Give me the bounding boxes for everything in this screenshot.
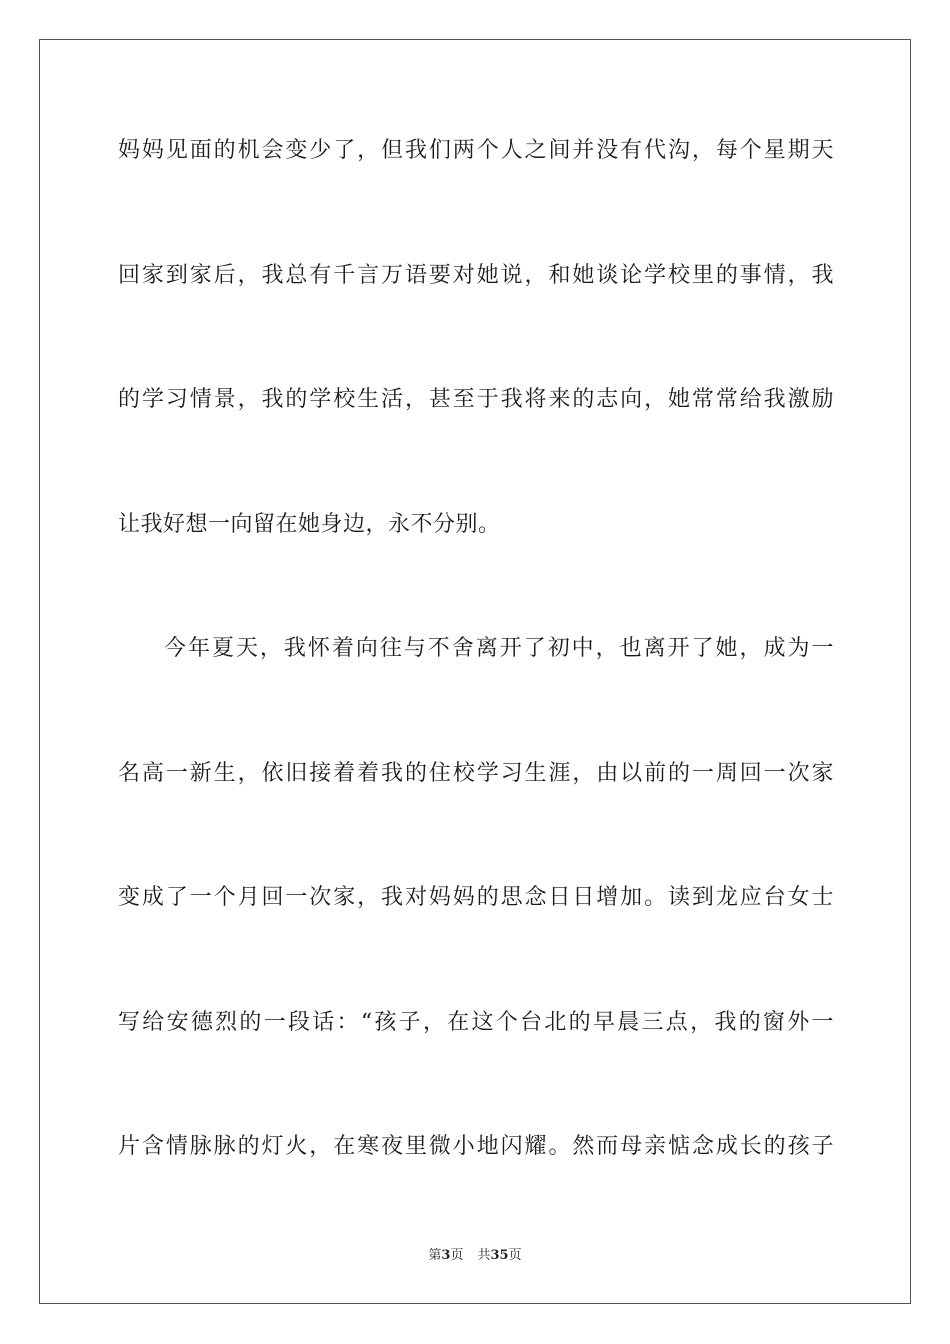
- text-line-7: 变成了一个月回一次家，我对妈妈的思念日日增加。读到龙应台女士: [118, 885, 834, 910]
- text-line-6: 名高一新生，依旧接着着我的住校学习生涯，由以前的一周回一次家: [118, 761, 834, 786]
- footer-page-suffix: 页: [450, 1248, 464, 1263]
- text-line-9: 片含情脉脉的灯火，在寒夜里微小地闪耀。然而母亲惦念成长的孩子: [118, 1134, 834, 1159]
- footer-total-prefix: 共: [477, 1248, 491, 1263]
- text-line-5: 今年夏天，我怀着向往与不舍离开了初中，也离开了她，成为一: [164, 636, 834, 661]
- footer-page-prefix: 第: [428, 1248, 442, 1263]
- text-line-2: 回家到家后，我总有千言万语要对她说，和她谈论学校里的事情，我: [118, 263, 834, 288]
- footer-total-suffix: 页: [508, 1248, 522, 1263]
- text-line-1: 妈妈见面的机会变少了，但我们两个人之间并没有代沟，每个星期天: [118, 138, 834, 163]
- text-line-3: 的学习情景，我的学校生活，甚至于我将来的志向，她常常给我激励: [118, 387, 834, 412]
- footer-total-pages: 35: [490, 1248, 509, 1263]
- text-line-8: 写给安德烈的一段话：“孩子，在这个台北的早晨三点，我的窗外一: [118, 1010, 834, 1035]
- page-footer: [0, 1247, 950, 1265]
- footer-page-number: 3: [441, 1248, 451, 1263]
- page-border: [39, 39, 911, 1304]
- text-line-4: 让我好想一向留在她身边，永不分别。: [118, 512, 501, 537]
